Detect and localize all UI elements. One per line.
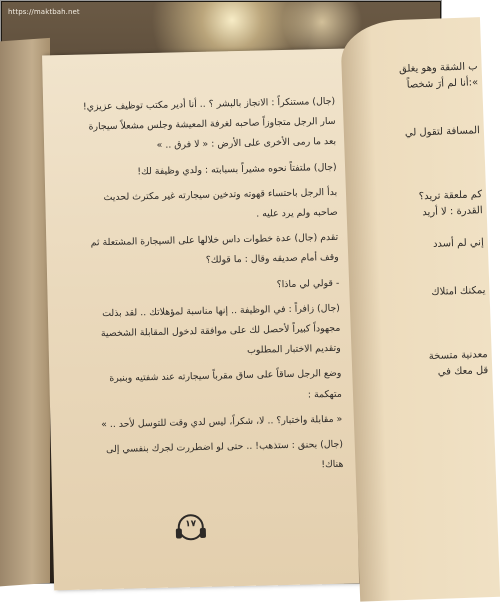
text-line: القدرة : لا أريد	[422, 205, 483, 219]
book-page	[42, 49, 360, 591]
text-line: إني لم أسدد	[432, 237, 484, 250]
text-line: يمكنك امتلاك	[431, 285, 486, 298]
book-photo	[2, 2, 489, 582]
text-line: قل معك في	[437, 365, 489, 378]
text-line: معدنية متسخة	[428, 349, 488, 363]
headphones-ear-right	[200, 528, 206, 538]
text-line: »:أنا لم أرَ شخصاً	[406, 77, 479, 91]
text-line: بعد ما رمى الأخرى على الأرض : « لا فرق .. »	[156, 136, 337, 152]
page-text	[59, 94, 344, 484]
page-number: ١٧	[185, 519, 197, 530]
text-line: وضع الرجل ساقاً على ساق مقرباً سيجارته عند شفتيه وبنبرة	[109, 368, 342, 385]
text-line: مجهوداً كبيراً لأحصل لك على موافقة لدخول المقابلة الشخصية	[100, 322, 341, 340]
text-line: هناك!	[321, 458, 344, 471]
text-line: المسافة لتقول لي	[404, 125, 481, 139]
text-line: كم ملعقة تريد؟	[418, 189, 483, 203]
text-line: - قولي لي ماذا؟	[276, 277, 340, 290]
text-line: سار الرجل متجاوزاً صاحبه لغرفة المعيشة وجلس مشعلاً سيجارة	[88, 116, 336, 133]
text-line: متهكمة :	[307, 388, 342, 401]
text-line: بدأ الرجل باحتساء قهوته وتدخين سيجارته غير مكترث لحديث	[103, 186, 338, 203]
left-page-edge	[0, 38, 50, 587]
text-line: (جال) بحنق : ستذهب! .. حتى لو اضطررت لجرك بنفسي إلى	[105, 438, 344, 456]
facing-page	[340, 17, 500, 602]
text-line: ب الشقة وهو يغلق	[398, 61, 478, 75]
text-line: صاحبه ولم يرد عليه .	[256, 206, 338, 220]
headphones-ear-left	[176, 528, 182, 538]
text-line: (جال) زافراً : في الوظيفة .. إنها مناسبة لمؤهلاتك .. لقد بذلت	[102, 302, 340, 320]
page-number-badge	[175, 514, 208, 545]
text-line: وقف أمام صديقه وقال : ما قولك؟	[205, 252, 339, 267]
text-line: وتقديم الاختبار المطلوب	[246, 343, 341, 357]
text-line: تقدم (جال) عدة خطوات داس خلالها على السيجارة المشتعلة ثم	[90, 232, 339, 249]
facing-page-text	[347, 59, 488, 383]
text-line: (جال) مستنكراً : الانجاز بالبشر ؟ .. أنا أدير مكتب توظيف عزيزي!	[82, 95, 336, 113]
text-line: (جال) ملتفتاً نحوه مشيراً بسبابته : ولدي وظيفة لك!	[137, 161, 337, 177]
watermark-url: https://maktbah.net	[8, 8, 80, 16]
text-line: « مقابلة واختبار؟ .. لا، شكراً، ليس لدي وقت للتوسل لأحد .. »	[101, 413, 343, 431]
